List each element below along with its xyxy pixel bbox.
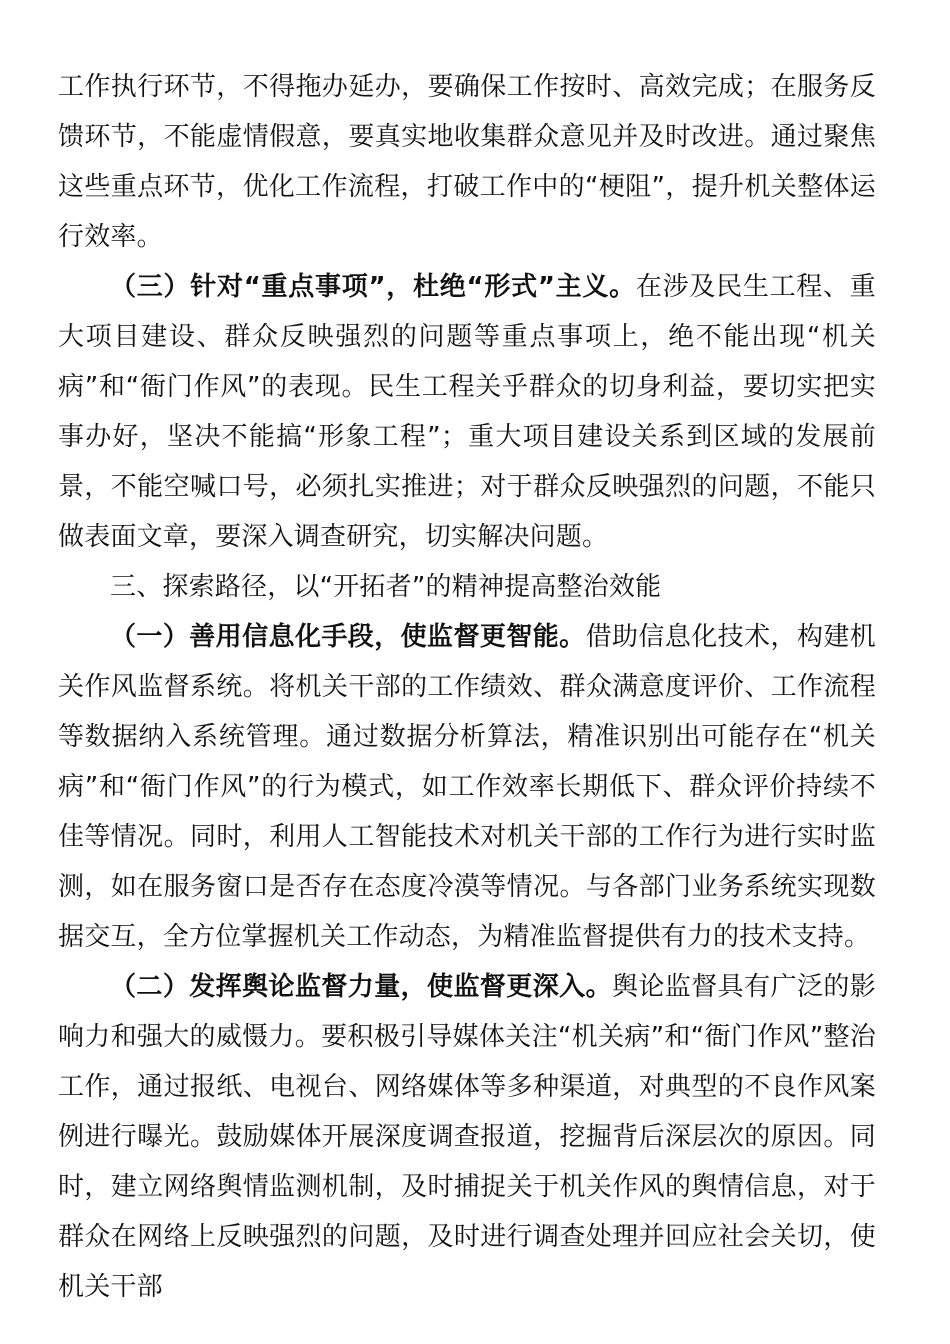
paragraph-heading-bold: （一）善用信息化手段，使监督更智能。 <box>110 622 586 652</box>
paragraph-heading-bold: （三）针对“重点事项”，杜绝“形式”主义。 <box>110 272 636 302</box>
section-heading-explore-paths <box>58 562 876 612</box>
paragraph-text: 在涉及民生工程、重大项目建设、群众反映强烈的问题等重点事项上，绝不能出现“机关病”和“衙门作风”的表现。民生工程关乎群众的切身利益，要切实把实事办好，坚决不能搞“形象工程”；重大项目建设关系到区域的发展前景，不能空喊口号，必须扎实推进；对于群众反映强烈的问题，不能只做表面文章，要深入调查研究，切实解决问题。 <box>58 272 876 552</box>
paragraph-text: 工作执行环节，不得拖办延办，要确保工作按时、高效完成；在服务反馈环节，不能虚情假意，要真实地收集群众意见并及时改进。通过聚焦这些重点环节，优化工作流程，打破工作中的“梗阻”，提升机关整体运行效率。 <box>58 72 876 252</box>
paragraph-key-matters <box>58 262 876 562</box>
paragraph-text: 舆论监督具有广泛的影响力和强大的威慑力。要积极引导媒体关注“机关病”和“衙门作风”整治工作，通过报纸、电视台、网络媒体等多种渠道，对典型的不良作风案例进行曝光。鼓励媒体开展深度调查报道，挖掘背后深层次的原因。同时，建立网络舆情监测机制，及时捕捉关于机关作风的舆情信息，对于群众在网络上反映强烈的问题，及时进行调查处理并回应社会关切，使机关干部 <box>58 972 876 1302</box>
section-heading-text: 三、探索路径，以“开拓者”的精神提高整治效能 <box>110 572 662 602</box>
paragraph-text: 借助信息化技术，构建机关作风监督系统。将机关干部的工作绩效、群众满意度评价、工作流程等数据纳入系统管理。通过数据分析算法，精准识别出可能存在“机关病”和“衙门作风”的行为模式，如工作效率长期低下、群众评价持续不佳等情况。同时，利用人工智能技术对机关干部的工作行为进行实时监测，如在服务窗口是否存在态度冷漠等情况。与各部门业务系统实现数据交互，全方位掌握机关工作动态，为精准监督提供有力的技术支持。 <box>58 622 876 952</box>
paragraph-public-opinion <box>58 962 876 1312</box>
document-page <box>58 62 876 1312</box>
paragraph-continuation <box>58 62 876 262</box>
paragraph-heading-bold: （二）发挥舆论监督力量，使监督更深入。 <box>110 972 612 1002</box>
paragraph-informatization <box>58 612 876 962</box>
